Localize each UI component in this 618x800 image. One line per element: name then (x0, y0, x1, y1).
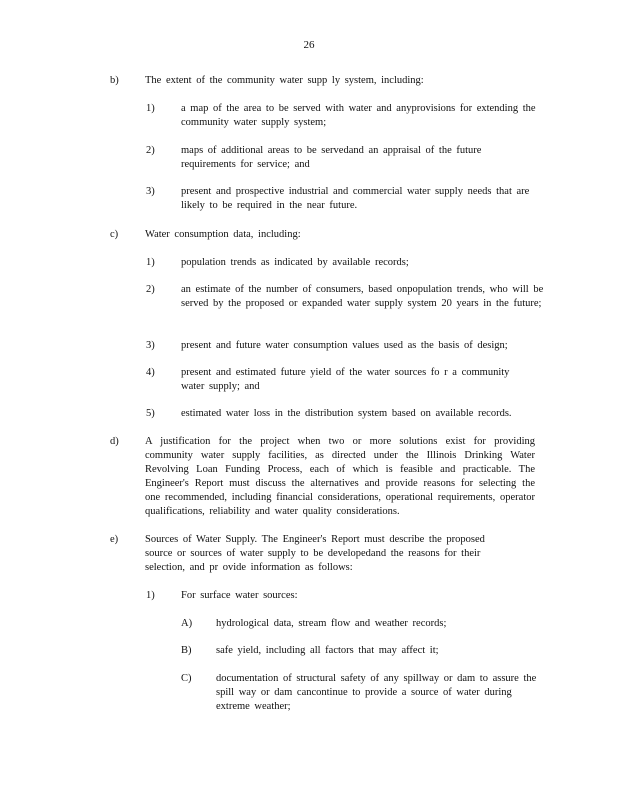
item-label: c) (110, 229, 119, 240)
item-label: e) (110, 534, 119, 545)
subitem-label: 3) (146, 186, 155, 197)
subitem-label: 2) (146, 145, 155, 156)
item-label: b) (110, 75, 119, 86)
page-number: 26 (303, 39, 315, 51)
subsubitem-text: safe yield, including all factors that may affect it; (216, 645, 439, 656)
subitem-text: present and estimated future yield of the water sources fo r a community water supply; and (181, 367, 510, 392)
subitem-text: For surface water sources: (181, 590, 298, 601)
subitem-label: 2) (146, 284, 155, 295)
item-text: Water consumption data, including: (145, 229, 301, 240)
subitem-label: 1) (146, 103, 155, 114)
subitem-text: a map of the area to be served with water and anyprovisions for extending the community water supply system; (181, 103, 536, 128)
subitem-text: maps of additional areas to be servedand an appraisal of the future requirements for service; and (181, 145, 482, 170)
subsubitem-label: B) (181, 645, 192, 656)
subsubitem-text: hydrological data, stream flow and weather records; (216, 618, 447, 629)
subitem-label: 5) (146, 408, 155, 419)
subitem-text: an estimate of the number of consumers, based onpopulation trends, who will be served by the proposed or expanded water supply system 20 years in the future; (181, 284, 544, 309)
subitem-text: estimated water loss in the distribution system based on available records. (181, 408, 512, 419)
subitem-label: 1) (146, 590, 155, 601)
subitem-label: 4) (146, 367, 155, 378)
subsubitem-label: C) (181, 673, 192, 684)
item-text: A justification for the project when two or more solutions exist for providing community water supply facilities, as directed under the Illinois Drinking Water Revolving Loan Funding Process, each of which is feasible and practicable. The Engineer's Report must discuss the alternatives and provide reasons for selecting the one recommended, including financial considerations, operational requirements, operator qualifications, reliability and water quality considerations. (145, 436, 535, 517)
item-label: d) (110, 436, 119, 447)
subitem-label: 3) (146, 340, 155, 351)
item-text: The extent of the community water supp ly system, including: (145, 75, 424, 86)
subitem-text: population trends as indicated by available records; (181, 257, 409, 268)
subitem-label: 1) (146, 257, 155, 268)
subitem-text: present and prospective industrial and commercial water supply needs that are likely to be required in the near future. (181, 186, 530, 211)
subitem-text: present and future water consumption values used as the basis of design; (181, 340, 508, 351)
item-text: Sources of Water Supply. The Engineer's Report must describe the proposed source or sources of water supply to be developedand the reasons for their selection, and pr ovide information as follows: (145, 534, 485, 573)
subsubitem-text: documentation of structural safety of any spillway or dam to assure the spill way or dam cancontinue to provide a source of water during extreme weather; (216, 673, 537, 712)
subsubitem-label: A) (181, 618, 193, 629)
